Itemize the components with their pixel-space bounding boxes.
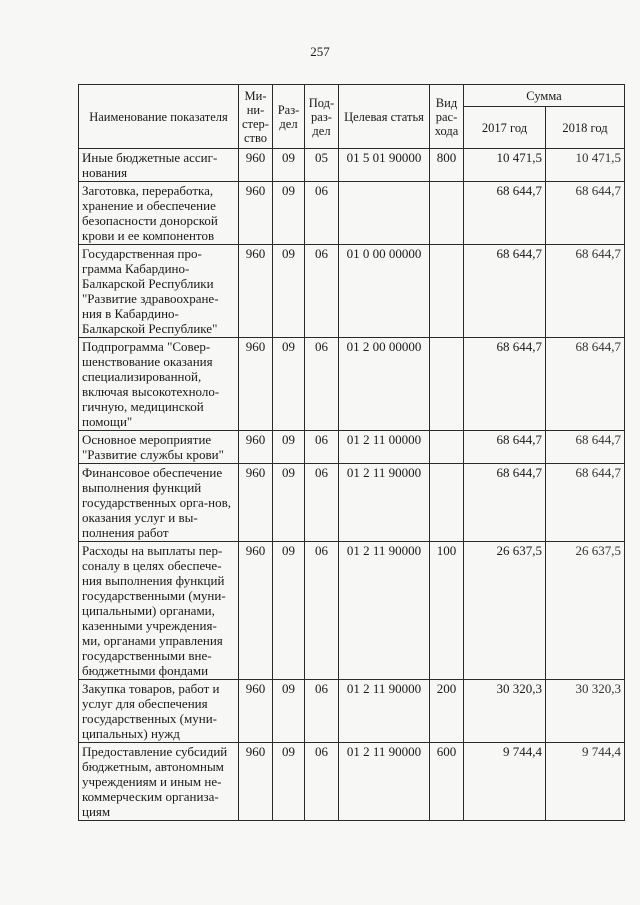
row-expense-type: [430, 182, 464, 245]
row-amount-2017: 68 644,7: [464, 182, 546, 245]
budget-table: [78, 84, 625, 821]
header-year-2018: 2018 год: [546, 107, 625, 149]
row-expense-type: [430, 431, 464, 464]
table-row: [79, 338, 625, 431]
row-target-article: 01 0 00 00000: [339, 245, 430, 338]
row-amount-2018: 68 644,7: [546, 464, 625, 542]
row-amount-2018: 9 744,4: [546, 743, 625, 821]
row-section: 09: [273, 680, 305, 743]
row-amount-2017: 68 644,7: [464, 338, 546, 431]
row-ministry: 960: [239, 182, 273, 245]
row-subsection: 05: [305, 149, 339, 182]
row-name: Финансовое обеспечение выполнения функций государственных орга-нов, оказания услуг и вы-полнения работ: [79, 464, 239, 542]
row-amount-2017: 68 644,7: [464, 464, 546, 542]
row-ministry: 960: [239, 338, 273, 431]
row-amount-2017: 68 644,7: [464, 245, 546, 338]
row-amount-2018: 26 637,5: [546, 542, 625, 680]
row-name: Предоставление субсидий бюджетным, автономным учреждениям и иным не-коммерческим организа-циям: [79, 743, 239, 821]
row-target-article: 01 2 11 90000: [339, 542, 430, 680]
row-target-article: 01 2 00 00000: [339, 338, 430, 431]
row-ministry: 960: [239, 680, 273, 743]
row-subsection: 06: [305, 182, 339, 245]
row-amount-2018: 68 644,7: [546, 431, 625, 464]
row-section: 09: [273, 245, 305, 338]
row-name: Государственная про-грамма Кабардино-Балкарской Республики "Развитие здравоохране-ния в Кабардино-Балкарской Республике": [79, 245, 239, 338]
row-subsection: 06: [305, 680, 339, 743]
row-target-article: 01 2 11 00000: [339, 431, 430, 464]
row-ministry: 960: [239, 149, 273, 182]
row-section: 09: [273, 431, 305, 464]
row-name: Расходы на выплаты пер-соналу в целях обеспече-ния выполнения функций государственными (муни-ципальными) органами, казенными учреждения-ми, органами управления государственными вне-бюджетными фондами: [79, 542, 239, 680]
row-ministry: 960: [239, 245, 273, 338]
header-sum: Сумма: [464, 85, 625, 107]
row-target-article: 01 2 11 90000: [339, 680, 430, 743]
row-section: 09: [273, 149, 305, 182]
row-subsection: 06: [305, 743, 339, 821]
row-expense-type: [430, 245, 464, 338]
header-target-article: Целевая статья: [339, 85, 430, 149]
row-target-article: 01 2 11 90000: [339, 464, 430, 542]
row-target-article: 01 2 11 90000: [339, 743, 430, 821]
row-target-article: 01 5 01 90000: [339, 149, 430, 182]
row-amount-2017: 68 644,7: [464, 431, 546, 464]
row-subsection: 06: [305, 245, 339, 338]
table-row: [79, 431, 625, 464]
table-row: [79, 182, 625, 245]
header-year-2017: 2017 год: [464, 107, 546, 149]
row-amount-2018: 30 320,3: [546, 680, 625, 743]
row-name: Иные бюджетные ассиг-нования: [79, 149, 239, 182]
table-row: [79, 680, 625, 743]
row-section: 09: [273, 743, 305, 821]
row-amount-2017: 9 744,4: [464, 743, 546, 821]
header-expense-type: Вид рас-хода: [430, 85, 464, 149]
row-amount-2017: 30 320,3: [464, 680, 546, 743]
page-number: 257: [310, 44, 330, 59]
row-expense-type: [430, 338, 464, 431]
table-row: [79, 743, 625, 821]
row-amount-2018: 68 644,7: [546, 245, 625, 338]
row-expense-type: 600: [430, 743, 464, 821]
header-name: Наименование показателя: [79, 85, 239, 149]
row-ministry: 960: [239, 743, 273, 821]
header-section: Раз-дел: [273, 85, 305, 149]
table-row: [79, 542, 625, 680]
row-expense-type: [430, 464, 464, 542]
header-subsection: Под-раз-дел: [305, 85, 339, 149]
row-name: Закупка товаров, работ и услуг для обеспечения государственных (муни-ципальных) нужд: [79, 680, 239, 743]
row-target-article: [339, 182, 430, 245]
row-subsection: 06: [305, 464, 339, 542]
row-ministry: 960: [239, 431, 273, 464]
row-section: 09: [273, 338, 305, 431]
row-ministry: 960: [239, 464, 273, 542]
row-section: 09: [273, 182, 305, 245]
row-amount-2017: 10 471,5: [464, 149, 546, 182]
row-section: 09: [273, 464, 305, 542]
row-subsection: 06: [305, 431, 339, 464]
table-row: [79, 245, 625, 338]
table-row: [79, 149, 625, 182]
row-section: 09: [273, 542, 305, 680]
row-amount-2018: 10 471,5: [546, 149, 625, 182]
row-subsection: 06: [305, 542, 339, 680]
row-name: Заготовка, переработка, хранение и обеспечение безопасности донорской крови и ее компонентов: [79, 182, 239, 245]
row-amount-2018: 68 644,7: [546, 338, 625, 431]
table-row: [79, 464, 625, 542]
row-amount-2017: 26 637,5: [464, 542, 546, 680]
row-expense-type: 200: [430, 680, 464, 743]
row-amount-2018: 68 644,7: [546, 182, 625, 245]
header-ministry: Ми-ни-стер-ство: [239, 85, 273, 149]
row-name: Подпрограмма "Совер-шенствование оказания специализированной, включая высокотехноло-гичную, медицинской помощи": [79, 338, 239, 431]
row-expense-type: 800: [430, 149, 464, 182]
row-subsection: 06: [305, 338, 339, 431]
row-expense-type: 100: [430, 542, 464, 680]
row-ministry: 960: [239, 542, 273, 680]
row-name: Основное мероприятие "Развитие службы крови": [79, 431, 239, 464]
